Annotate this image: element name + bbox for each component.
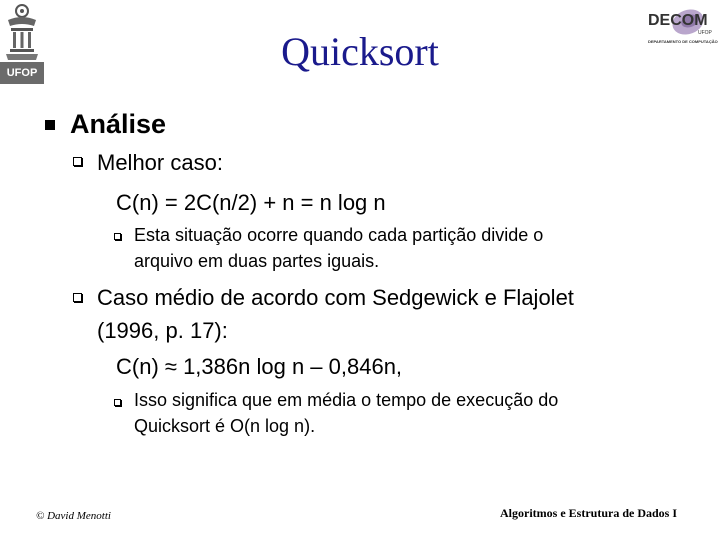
bullet-hollow-small-icon	[114, 399, 121, 406]
bullet-hollow-icon	[73, 293, 82, 302]
footer-author: © David Menotti	[36, 510, 111, 522]
best-case-note-line-1: Esta situação ocorre quando cada partição divide o	[134, 225, 544, 245]
average-case-note-line-2: Quicksort é O(n log n).	[134, 416, 316, 436]
bullet-hollow-small-icon	[114, 233, 121, 240]
item-average-case-line-2: (1996, p. 17):	[97, 318, 228, 343]
decom-label: DECOM	[648, 12, 708, 29]
section-heading: Análise	[70, 109, 167, 139]
formula-best-case: C(n) = 2C(n/2) + n = n log n	[116, 190, 386, 215]
item-average-case-line-1: Caso médio de acordo com Sedgewick e Flajolet	[97, 285, 574, 310]
footer-course: Algoritmos e Estrutura de Dados I	[500, 506, 677, 520]
best-case-note-line-2: arquivo em duas partes iguais.	[134, 251, 380, 271]
bullet-hollow-icon	[73, 157, 82, 166]
bullet-square-icon	[45, 120, 55, 130]
formula-average-case: C(n) ≈ 1,386n log n – 0,846n,	[116, 354, 403, 379]
ufop-label: UFOP	[0, 62, 44, 84]
average-case-note-line-1: Isso significa que em média o tempo de execução do	[134, 390, 559, 410]
page-title: Quicksort	[281, 29, 439, 74]
decom-caption: DEPARTAMENTO DE COMPUTAÇÃO	[648, 39, 718, 44]
item-best-case: Melhor caso:	[97, 150, 223, 175]
decom-sublabel: UFOP	[698, 30, 712, 36]
